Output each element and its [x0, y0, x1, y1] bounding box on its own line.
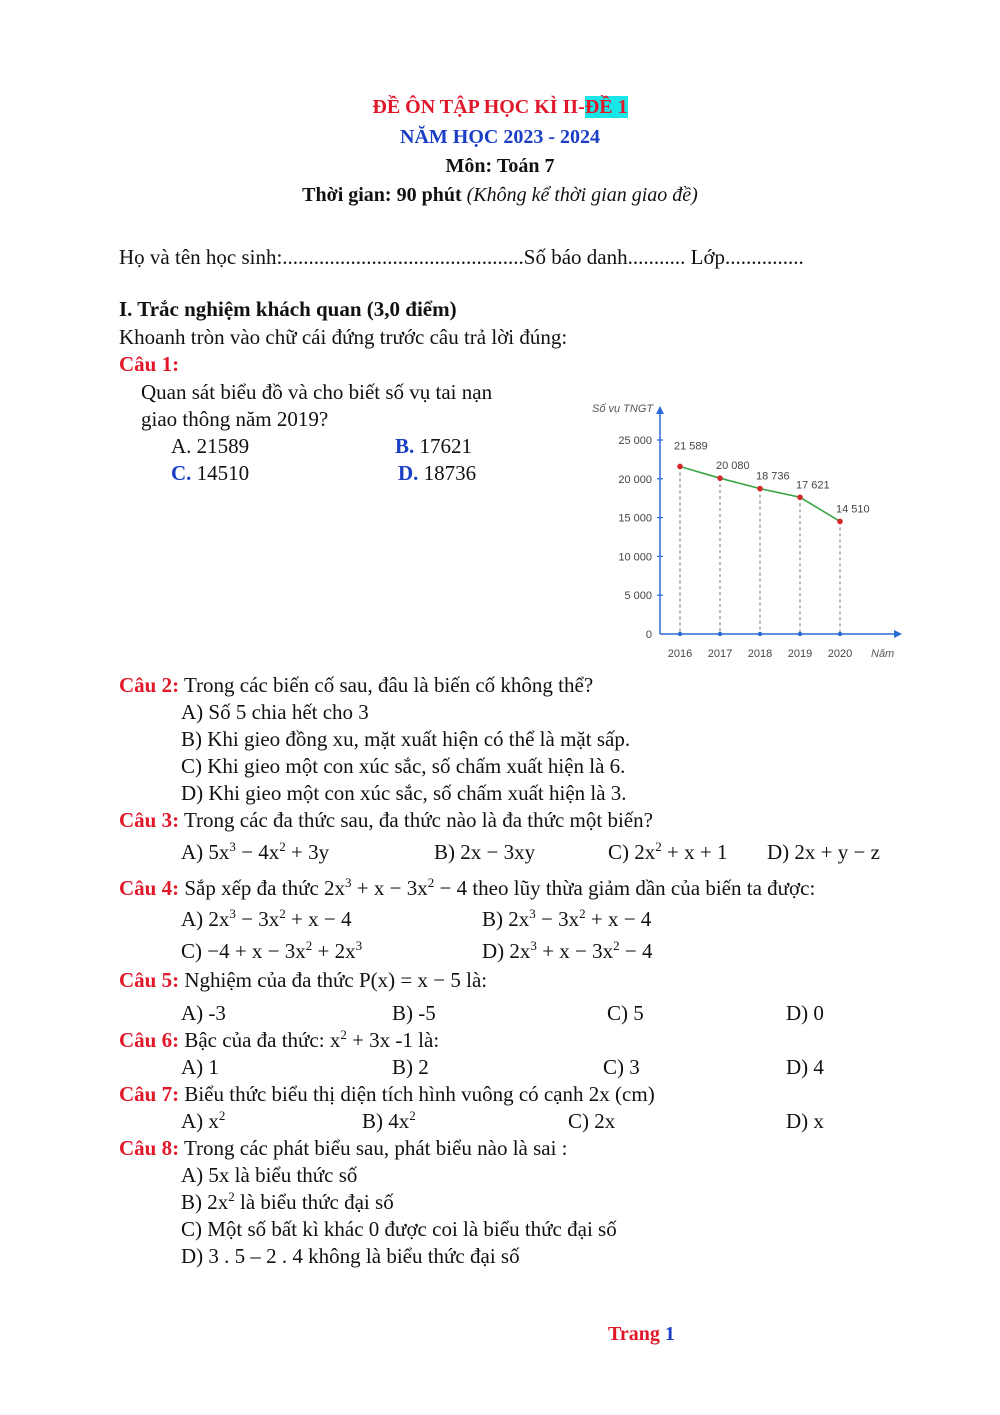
q4-option-b-letter: B) [482, 907, 503, 931]
x-tick [758, 632, 762, 636]
q6-label: Câu 6: [119, 1028, 180, 1052]
q8-option-b-before: B) 2x [181, 1190, 229, 1214]
q2-label: Câu 2: [119, 673, 180, 697]
page-label: Trang [608, 1323, 660, 1345]
q1-option-d-value: 18736 [423, 461, 477, 485]
q1-option-b[interactable] [395, 434, 472, 459]
q3-option-b-letter: B) [434, 840, 455, 864]
q5-text-after: là: [466, 968, 488, 992]
q5-option-d[interactable]: D) 0 [786, 1001, 824, 1025]
q8-option-c[interactable]: C) Một số bất kì khác 0 được coi là biểu thức đại số [181, 1217, 617, 1241]
q5-option-b[interactable]: B) -5 [392, 1001, 436, 1025]
q3-question [119, 808, 653, 833]
q4-question: Câu 4: Sắp xếp đa thức $2x^3 + x - 3x^2 - 4$ theo lũy thừa giảm dần của biến ta được: [119, 875, 816, 900]
x-axis-title: Năm [871, 648, 895, 660]
q3-option-d[interactable] [767, 840, 880, 865]
x-tick-label: 2020 [827, 648, 853, 660]
q1-label: Câu 1: [119, 352, 180, 376]
q6-option-d[interactable]: D) 4 [786, 1055, 824, 1079]
q7-option-a-text: A) x [181, 1109, 219, 1133]
q3-option-c[interactable]: C) $2x^2 + x + 1$ [608, 839, 728, 864]
q5-option-c[interactable]: C) 5 [607, 1001, 644, 1025]
q4-text-before: Sắp xếp đa thức [184, 876, 319, 900]
q3-label: Câu 3: [119, 808, 180, 832]
data-point [717, 475, 723, 481]
q3-text: Trong các đa thức sau, đa thức nào là đa thức một biến? [183, 808, 653, 832]
school-year: NĂM HỌC 2023 - 2024 [400, 126, 600, 148]
q8-option-a[interactable]: A) 5x là biểu thức số [181, 1163, 358, 1187]
subject: Môn: Toán 7 [445, 155, 555, 177]
x-tick [718, 632, 722, 636]
exam-title-text: ĐỀ ÔN TẬP HỌC KÌ II- [372, 96, 585, 118]
q4-option-a-letter: A) [181, 907, 204, 931]
exam-title [0, 96, 1000, 119]
y-tick-label: 10 000 [618, 551, 652, 564]
q7-text: Biểu thức biểu thị diện tích hình vuông có cạnh 2x (cm) [184, 1082, 655, 1106]
q3-option-a-letter: A) [181, 840, 204, 864]
y-tick-label: 15 000 [618, 512, 652, 525]
q7-option-d[interactable]: D) x [786, 1109, 824, 1133]
q1-text-line1: Quan sát biểu đồ và cho biết số vụ tai nạn [141, 380, 493, 404]
section-instruction: Khoanh tròn vào chữ cái đứng trước câu trả lời đúng: [119, 325, 568, 349]
q6-text-after: + 3x -1 là: [346, 1028, 440, 1052]
q7-option-a[interactable]: A) $x^2$ [181, 1108, 226, 1133]
x-tick [678, 632, 682, 636]
q6-option-b[interactable]: B) 2 [392, 1055, 429, 1079]
q3-option-b[interactable] [434, 840, 535, 865]
q3-option-d-letter: D) [767, 840, 790, 864]
q8-text: Trong các phát biểu sau, phát biểu nào là sai : [183, 1136, 568, 1160]
q7-question [119, 1082, 655, 1107]
q3-option-b-expr: 2x − 3xy [460, 840, 536, 864]
q3-option-c-letter: C) [608, 840, 629, 864]
q7-label: Câu 7: [119, 1082, 180, 1106]
q8-question [119, 1136, 568, 1161]
y-tick-label: 5 000 [624, 590, 652, 603]
exam-time [0, 184, 1000, 207]
time-note: (Không kể thời gian giao đề) [466, 184, 698, 206]
data-label: 20 080 [716, 460, 750, 473]
y-axis-arrow [656, 406, 664, 414]
q5-question: Câu 5: Nghiệm của đa thức P(x) = x − 5 là: [119, 968, 488, 992]
q4-option-d[interactable]: D) $2x^3 + x - 3x^2 - 4$ [482, 938, 653, 963]
q2-option-c[interactable]: C) Khi gieo một con xúc sắc, số chấm xuất hiện là 6. [181, 754, 626, 778]
x-tick [838, 632, 842, 636]
q8-label: Câu 8: [119, 1136, 180, 1160]
q3-option-a[interactable]: A) $5x^3 - 4x^2 + 3y$ [181, 839, 330, 864]
data-point [837, 519, 843, 525]
q5-label: Câu 5: [119, 968, 180, 992]
q1-option-b-value: 17621 [419, 434, 473, 458]
q1-option-b-letter: B. [395, 434, 415, 458]
q2-question [119, 673, 593, 698]
y-tick-label: 25 000 [618, 435, 652, 447]
q4-option-c[interactable]: $C) -4 + x - 3x^2 + 2x^3$ [181, 938, 363, 963]
q4-option-c-letter: C) [181, 939, 202, 963]
q1-option-d-letter: D. [398, 461, 419, 485]
q2-text: Trong các biến cố sau, đâu là biến cố không thể? [183, 673, 594, 697]
q1-option-c-letter: C. [171, 461, 192, 485]
exam-number-highlight: ĐỀ 1 [584, 96, 628, 118]
q1-option-a[interactable]: A. 21589 [171, 434, 250, 458]
x-axis-arrow [894, 630, 902, 638]
page-number: 1 [664, 1323, 675, 1345]
time-label: Thời gian: 90 phút [302, 184, 462, 206]
section-title: I. Trắc nghiệm khách quan (3,0 điểm) [119, 297, 457, 321]
q8-option-d[interactable]: D) 3 . 5 – 2 . 4 không là biểu thức đại số [181, 1244, 520, 1268]
q1-option-d[interactable] [398, 461, 476, 486]
q6-option-a[interactable]: A) 1 [181, 1055, 219, 1079]
page-footer [608, 1323, 675, 1346]
x-tick-label: 2019 [787, 648, 813, 660]
data-point [757, 486, 763, 492]
data-label: 18 736 [756, 470, 790, 483]
q4-text-after: theo lũy thừa giảm dần của biến ta được: [472, 876, 816, 900]
q7-option-b-text: B) 4x [362, 1109, 410, 1133]
q6-question: Câu 6: Bậc của đa thức: $x^2 + 3x$ -1 là: [119, 1027, 440, 1052]
q6-text-before: Bậc của đa thức: x [184, 1028, 341, 1052]
x-tick-label: 2018 [747, 648, 773, 660]
data-label: 14 510 [836, 503, 870, 516]
data-point [797, 494, 803, 500]
q4-option-b[interactable]: B) $2x^3 - 3x^2 + x - 4$ [482, 906, 652, 931]
y-axis-title: Số vụ TNGT [592, 403, 654, 415]
q7-option-c[interactable]: C) 2x [568, 1109, 616, 1133]
q2-option-a[interactable]: A) Số 5 chia hết cho 3 [181, 700, 369, 724]
student-info-line: Họ và tên học sinh:..............................................Số báo danh........... Lớp............... [119, 245, 804, 269]
x-tick-label: 2017 [707, 648, 733, 660]
q8-option-b-after: là biểu thức đại số [234, 1190, 394, 1214]
y-tick-label: 20 000 [618, 473, 652, 486]
q4-label: Câu 4: [119, 876, 180, 900]
q2-option-b[interactable]: B) Khi gieo đồng xu, mặt xuất hiện có thể là mặt sấp. [181, 727, 631, 751]
y-tick-label: 0 [645, 629, 652, 641]
traffic-accident-line-chart [580, 392, 910, 667]
q6-option-c[interactable]: C) 3 [603, 1055, 640, 1079]
q5-option-a[interactable]: A) -3 [181, 1001, 226, 1025]
data-point [677, 464, 683, 470]
data-label: 21 589 [674, 440, 708, 453]
q4-option-a[interactable]: A) $2x^3 - 3x^2 + x - 4$ [181, 906, 352, 931]
q8-option-b[interactable]: B) $2x^2$ là biểu thức đại số [181, 1189, 394, 1214]
q1-option-c-value: 14510 [196, 461, 250, 485]
q1-option-c[interactable] [171, 461, 249, 486]
q4-option-d-letter: D) [482, 939, 505, 963]
q2-option-d[interactable]: D) Khi gieo một con xúc sắc, số chấm xuất hiện là 3. [181, 781, 627, 805]
x-tick-label: 2016 [667, 648, 693, 660]
x-tick [798, 632, 802, 636]
q7-option-b[interactable]: B) $4x^2$ [362, 1108, 416, 1133]
q3-option-d-expr: 2x + y − z [794, 840, 880, 864]
data-label: 17 621 [796, 479, 830, 492]
q1-text-line2: giao thông năm 2019? [141, 407, 329, 431]
q5-text-before: Nghiệm của đa thức [184, 968, 354, 992]
